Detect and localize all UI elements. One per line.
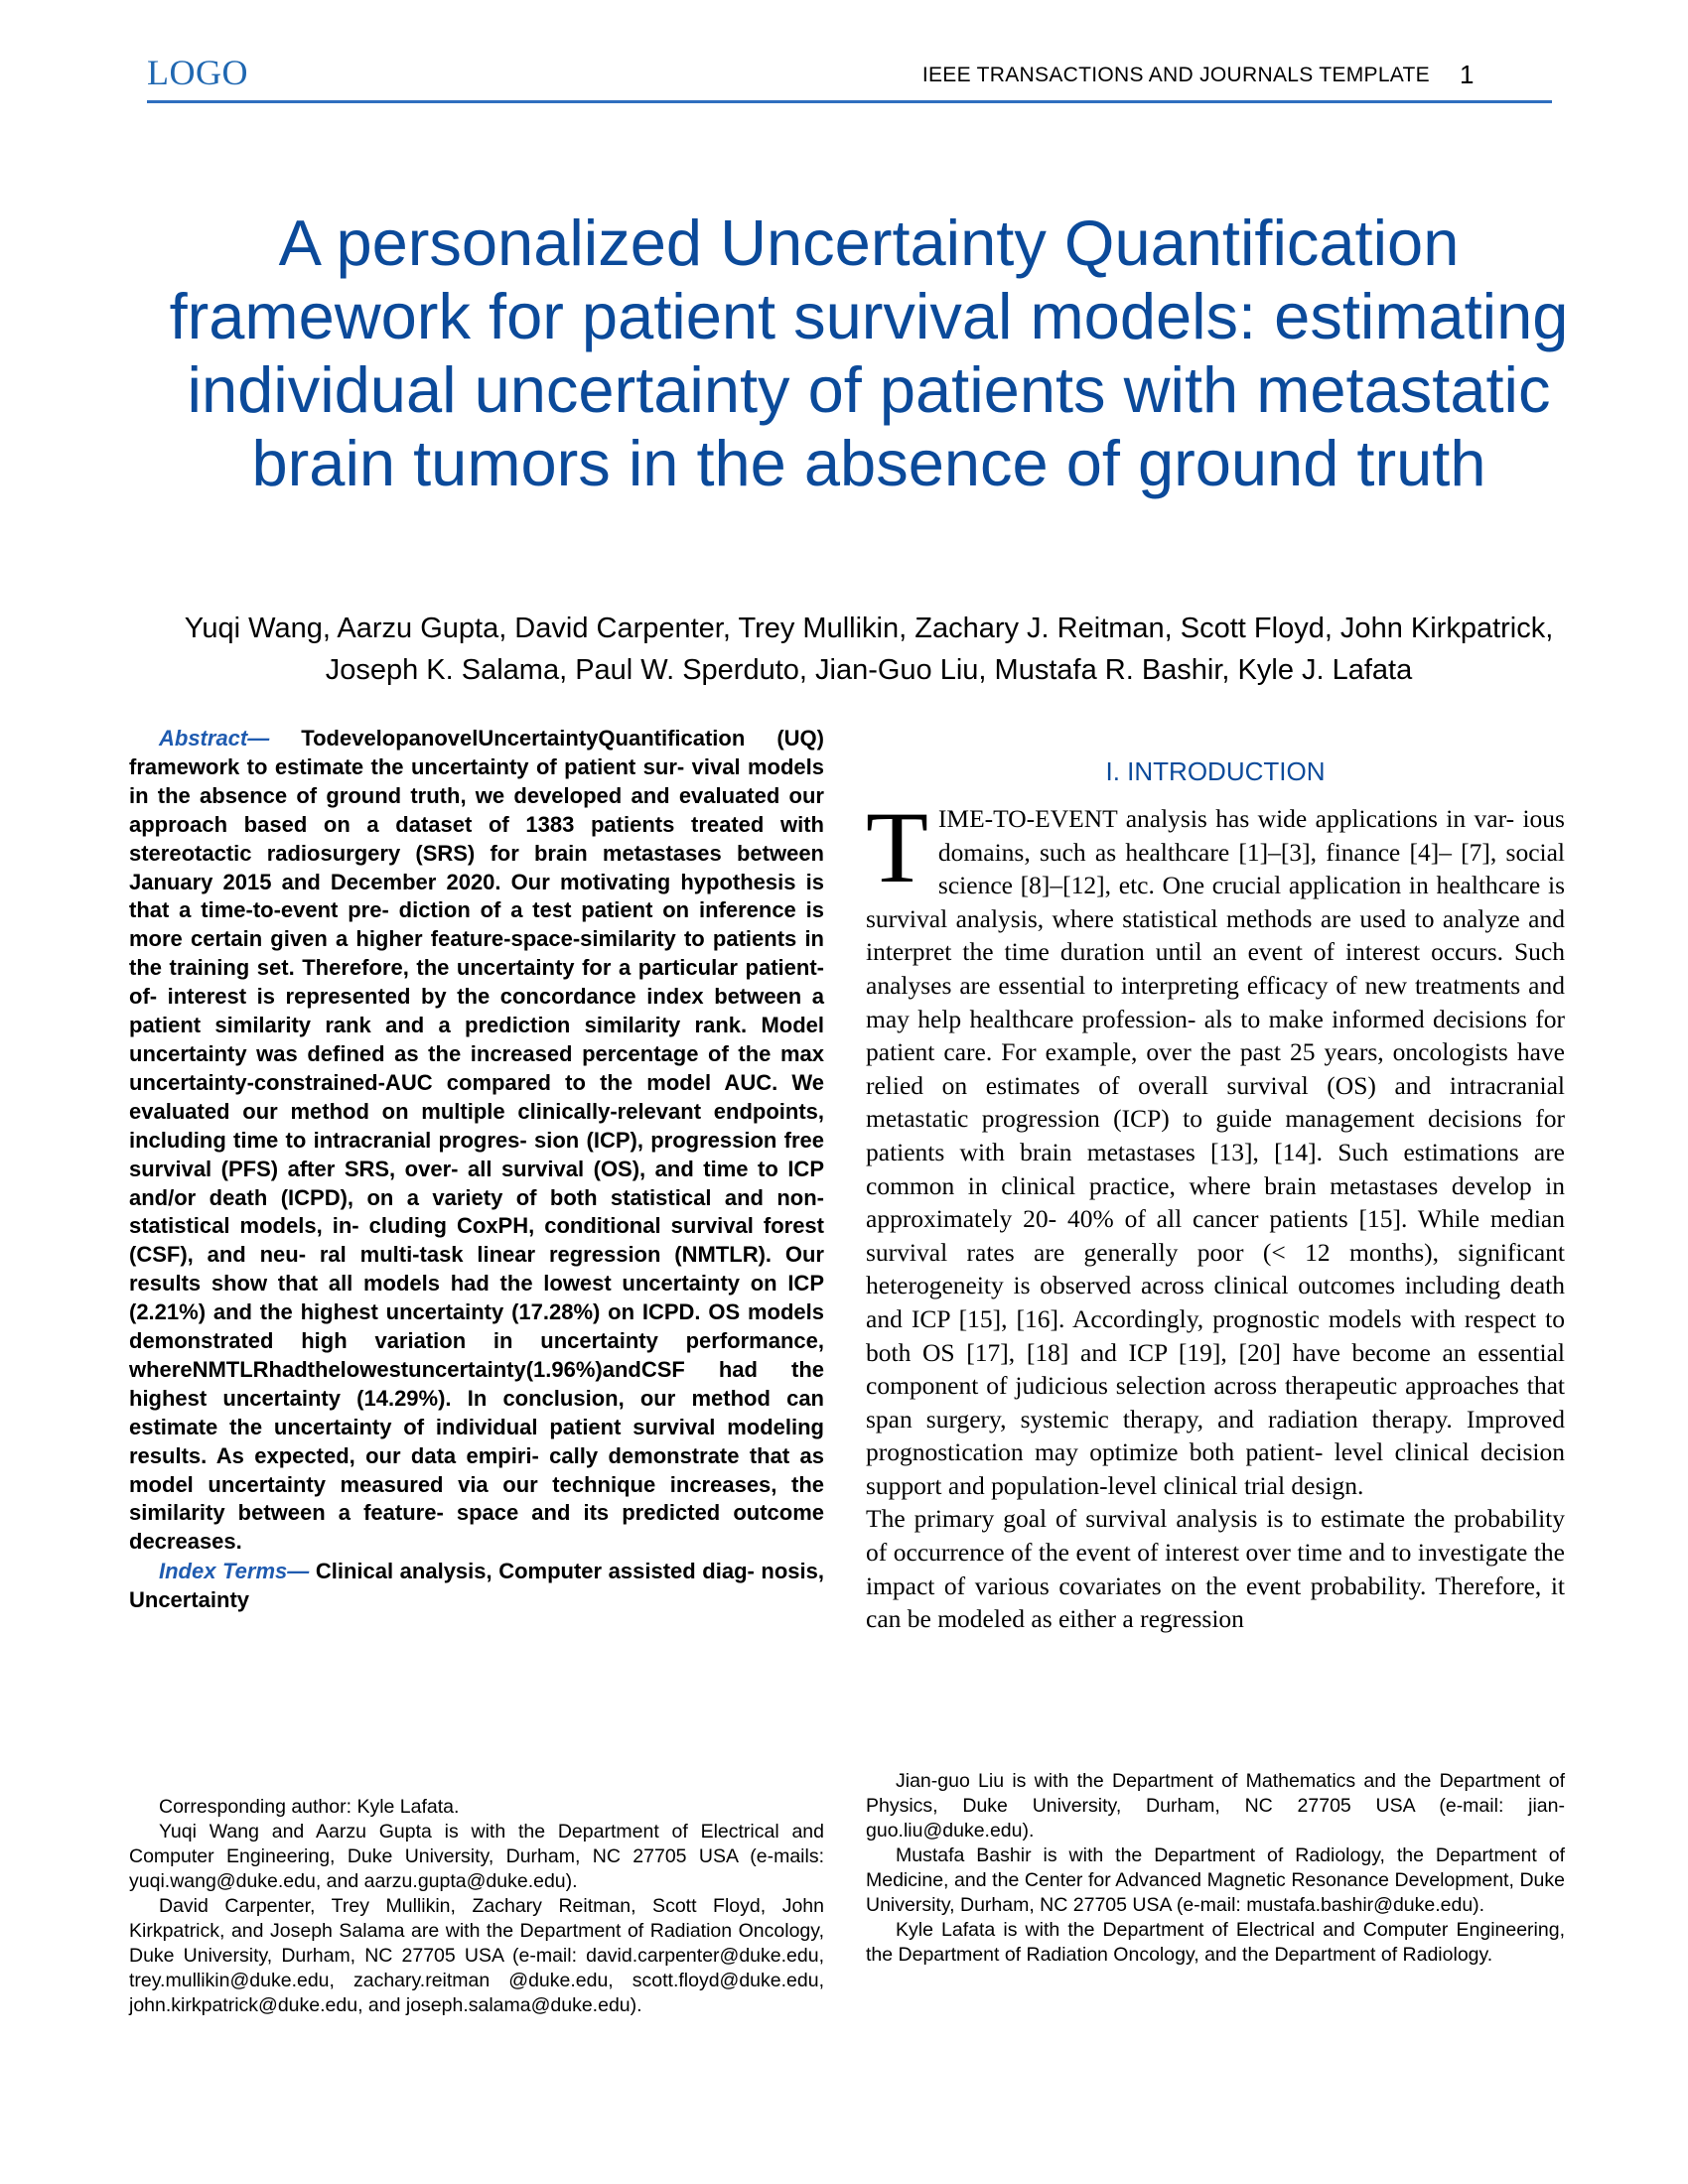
- footnotes-right: [866, 1769, 1565, 1968]
- abstract-dash: —: [247, 726, 270, 751]
- index-terms-text: Clinical analysis, Computer assisted diag- nosis, Uncertainty: [129, 1559, 825, 1613]
- paper-title: A personalized Uncertainty Quantification framework for patient survival models: estimating individual uncertainty of patients with metastatic brain tumors in the absence of ground truth: [169, 206, 1569, 499]
- intro-lead: IME-TO-EVENT: [937, 804, 1118, 833]
- footnote: Corresponding author: Kyle Lafata.: [159, 1796, 460, 1818]
- drop-cap: T: [866, 791, 928, 904]
- intro-paragraph-2: The primary goal of survival analysis is to estimate the probability of occurrence of the event of interest over time and to investigate the impact of various covariates on the event probability. Therefore, it can be modeled as either a regression: [866, 1504, 1565, 1634]
- footnotes-left: [129, 1795, 824, 2018]
- author-list: Yuqi Wang, Aarzu Gupta, David Carpenter, Trey Mullikin, Zachary J. Reitman, Scott Floyd, John Kirkpatrick, Joseph K. Salama, Paul W. Sperduto, Jian-Guo Liu, Mustafa R. Bashir, Kyle J. Lafata: [184, 613, 1554, 686]
- footnote: Kyle Lafata is with the Department of Electrical and Computer Engineering, the Department of Radiation Oncology, and the Department of Radiology.: [866, 1919, 1565, 1966]
- footnote: David Carpenter, Trey Mullikin, Zachary Reitman, Scott Floyd, John Kirkpatrick, and Joseph Salama are with the Department of Radiation Oncology, Duke University, Durham, NC 27705 USA (e-mail: david.carpenter@duke.edu, trey.mullikin@duke.edu, zachary.reitman @duke.edu, scott.floyd@duke.edu, john.kirkpatrick@duke.edu, and joseph.salama@duke.edu).: [129, 1895, 824, 2016]
- footnote: Yuqi Wang and Aarzu Gupta is with the Department of Electrical and Computer Engineering, Duke University, Durham, NC 27705 USA (e-mails: yuqi.wang@duke.edu, and aarzu.gupta@duke.edu).: [129, 1821, 824, 1892]
- journal-name: IEEE TRANSACTIONS AND JOURNALS TEMPLATE: [921, 64, 1430, 86]
- index-terms-label: Index Terms: [159, 1559, 288, 1584]
- index-terms: [129, 1558, 824, 1615]
- abstract-label: Abstract: [159, 726, 248, 751]
- footnote: Mustafa Bashir is with the Department of Radiology, the Department of Medicine, and the Center for Advanced Magnetic Resonance Development, Duke University, Durham, NC 27705 USA (e-mail: mustafa.bashir@duke.edu).: [866, 1844, 1565, 1916]
- logo: LOGO: [147, 53, 248, 92]
- section-heading-introduction: I. INTRODUCTION: [1105, 756, 1326, 786]
- abstract: [129, 725, 824, 1615]
- intro-text-1: analysis has wide applications in var- ious domains, such as healthcare [1]–[3], finance [4]– [7], social science [8]–[12], etc. One crucial application in healthcare is survival analysis, where statistical methods are used to analyze and interpret the time duration until an event of interest occurs. Such analyses are essential to interpreting efficacy of new treatments and may help healthcare profession- als to make informed decisions for patient care. For example, over the past 25 years, oncologists have relied on estimates of overall survival (OS) and intracranial metastatic progression (ICP) to guide management decisions for patients with brain metastases [13], [14]. Such estimations are common in clinical practice, where brain metastases develop in approximately 20- 40% of all cancer patients [15]. While median survival rates are generally poor (< 12 months), significant heterogeneity is observed across clinical outcomes including death and ICP [15], [16]. Accordingly, prognostic models with respect to both OS [17], [18] and ICP [19], [20] have become an essential component of judicious selection across therapeutic approaches that span surgery, systemic therapy, and radiation therapy. Improved prognostication may optimize both patient- level clinical decision support and population-level clinical trial design.: [866, 804, 1565, 1500]
- page-number: 1: [1460, 60, 1475, 89]
- abstract-text: TodevelopanovelUncertaintyQuantification (UQ) framework to estimate the uncertainty of patient sur- vival models in the absence of ground truth, we developed and evaluated our approach based on a dataset of 1383 patients treated with stereotactic radiosurgery (SRS) for brain metastases between January 2015 and December 2020. Our motivating hypothesis is that a time-to-event pre- diction of a test patient on inference is more certain given a higher feature-space-similarity to patients in the training set. Therefore, the uncertainty for a particular patient-of- interest is represented by the concordance index between a patient similarity rank and a prediction similarity rank. Model uncertainty was defined as the increased percentage of the max uncertainty-constrained-AUC compared to the model AUC. We evaluated our method on multiple clinically-relevant endpoints, including time to intracranial progres- sion (ICP), progression free survival (PFS) after SRS, over- all survival (OS), and time to ICP and/or death (ICPD), on a variety of both statistical and non-statistical models, in- cluding CoxPH, conditional survival forest (CSF), and neu- ral multi-task linear regression (NMTLR). Our results show that all models had the lowest uncertainty on ICP (2.21%) and the highest uncertainty (17.28%) on ICPD. OS models demonstrated high variation in uncertainty performance, whereNMTLRhadthelowestuncertainty(1.96%)andCSF had the highest uncertainty (14.29%). In conclusion, our method can estimate the uncertainty of individual patient survival modeling results. As expected, our data empiri- cally demonstrate that as model uncertainty measured via our technique increases, the similarity between a feature- space and its predicted outcome decreases.: [129, 726, 824, 1555]
- abstract-paragraph: [129, 725, 824, 1557]
- footnote: Jian-guo Liu is with the Department of Mathematics and the Department of Physics, Duke University, Durham, NC 27705 USA (e-mail: jian-guo.liu@duke.edu).: [866, 1770, 1565, 1842]
- index-terms-dash: —: [287, 1559, 310, 1584]
- introduction-body: [866, 791, 1565, 1636]
- intro-paragraph-1: [866, 791, 1565, 1502]
- header-rule: [147, 100, 1552, 103]
